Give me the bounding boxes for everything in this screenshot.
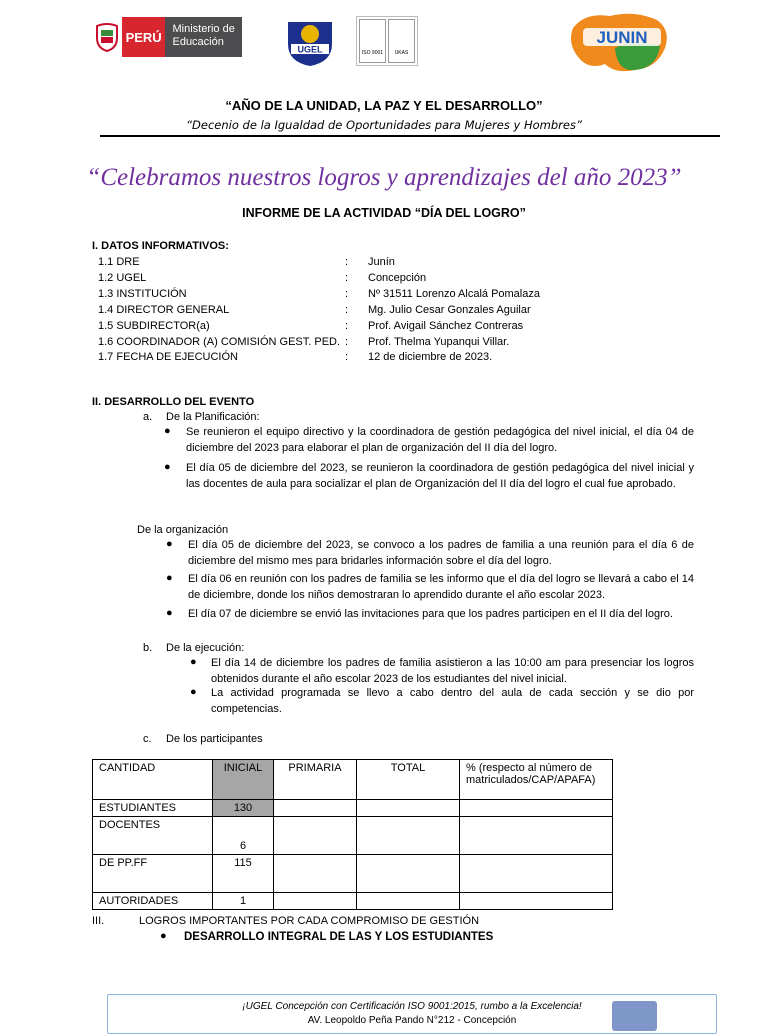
row-name-ppff: DE PP.FF xyxy=(93,855,213,893)
table-row xyxy=(93,893,613,910)
bullet-icon: ● xyxy=(164,425,171,437)
bullet-icon: ● xyxy=(160,930,167,942)
iso-certification-logo xyxy=(356,16,418,66)
subsection-b-letter: b. xyxy=(143,642,153,654)
minedu-name: Ministerio de Educación xyxy=(165,17,242,57)
organization-item-3: El día 07 de diciembre se envió las invitaciones para que los padres participen en el II día del logro. xyxy=(188,608,673,620)
bullet-icon: ● xyxy=(190,656,197,668)
info-colon: : xyxy=(345,256,349,268)
decade-motto: “Decenio de la Igualdad de Oportunidades para Mujeres y Hombres” xyxy=(186,118,582,132)
row-inicial-autoridades: 1 xyxy=(213,893,274,910)
planning-item-2: El día 05 de diciembre del 2023, se reunieron la coordinadora de gestión pedagógica del nivel inicial y las docentes de aula para socializar el plan de Organización del II día del logro el cual fue aprobado. xyxy=(186,462,694,490)
info-label-institucion: 1.3 INSTITUCIÓN xyxy=(98,288,187,300)
footer-address: AV. Leopoldo Peña Pando N°212 - Concepción xyxy=(307,1015,517,1026)
row-inicial-estudiantes: 130 xyxy=(213,800,274,817)
bullet-icon: ● xyxy=(166,607,173,619)
header-cantidad: CANTIDAD xyxy=(93,760,213,800)
info-value-subdirector: Prof. Avigail Sánchez Contreras xyxy=(368,320,524,332)
execution-item-1: El día 14 de diciembre los padres de familia asistieron a las 10:00 am para presenciar los logros obtenidos durante el año escolar 2023 de los estudiantes del nivel inicial. xyxy=(211,657,694,685)
bullet-icon: ● xyxy=(166,572,173,584)
subsection-b-title: De la ejecución: xyxy=(166,642,245,654)
header-inicial: INICIAL xyxy=(213,760,274,800)
minedu-logo xyxy=(92,17,242,57)
subsection-a-letter: a. xyxy=(143,411,153,423)
section-3-numeral: III. xyxy=(92,915,105,927)
table-cell-empty xyxy=(460,800,613,817)
header-divider xyxy=(100,135,720,137)
info-colon: : xyxy=(345,272,349,284)
table-header-row xyxy=(93,760,613,800)
organization-title: De la organización xyxy=(137,524,229,536)
table-cell-empty xyxy=(274,817,357,855)
subsection-c-title: De los participantes xyxy=(166,733,263,745)
planning-item-1: Se reunieron el equipo directivo y la coordinadora de gestión pedagógica del nivel inicial, el día 04 de diciembre del 2023 para elaborar el plan de organización del II día del logro. xyxy=(186,426,694,454)
section-3-bullet: DESARROLLO INTEGRAL DE LAS Y LOS ESTUDIANTES xyxy=(184,931,494,943)
info-value-coordinador: Prof. Thelma Yupanqui Villar. xyxy=(368,336,510,348)
info-value-institucion: Nº 31511 Lorenzo Alcalá Pomalaza xyxy=(368,288,540,300)
year-motto: “AÑO DE LA UNIDAD, LA PAZ Y EL DESARROLLO” xyxy=(225,98,543,113)
participants-table xyxy=(92,759,613,910)
info-colon: : xyxy=(345,351,349,363)
header-primaria: PRIMARIA xyxy=(274,760,357,800)
info-value-dre: Junín xyxy=(368,256,395,268)
svg-text:UGEL: UGEL xyxy=(297,44,323,55)
subsection-a-title: De la Planificación: xyxy=(166,411,260,423)
row-inicial-ppff: 115 xyxy=(213,855,274,893)
info-value-director: Mg. Julio Cesar Gonzales Aguilar xyxy=(368,304,531,316)
organization-item-1: El día 05 de diciembre del 2023, se convoco a los padres de familia a una reunión para el día 6 de diciembre del mismo mes para bridarles información sobre el día del logro. xyxy=(188,539,694,567)
footer-slogan: ¡UGEL Concepción con Certificación ISO 9001:2015, rumbo a la Excelencia! xyxy=(242,1001,582,1012)
section-3-title: LOGROS IMPORTANTES POR CADA COMPROMISO DE GESTIÓN xyxy=(139,915,480,927)
iso-9001-badge: ISO 9001 xyxy=(359,19,386,63)
slogan-heading: “Celebramos nuestros logros y aprendizajes del año 2023” xyxy=(86,164,682,191)
execution-item-2: La actividad programada se llevo a cabo dentro del aula de cada sección y se dio por competencias. xyxy=(211,687,694,715)
table-row xyxy=(93,855,613,893)
junin-regional-logo xyxy=(565,8,675,76)
info-label-director: 1.4 DIRECTOR GENERAL xyxy=(98,304,230,316)
table-cell-empty xyxy=(460,855,613,893)
minedu-country-label: PERÚ xyxy=(122,17,166,57)
row-name-estudiantes: ESTUDIANTES xyxy=(93,800,213,817)
table-cell-empty xyxy=(357,893,460,910)
info-label-subdirector: 1.5 SUBDIRECTOR(a) xyxy=(98,320,210,332)
info-label-fecha: 1.7 FECHA DE EJECUCIÓN xyxy=(98,351,238,363)
info-label-coordinador: 1.6 COORDINADOR (A) COMISIÓN GEST. PED. xyxy=(98,336,341,348)
ugel-logo xyxy=(283,14,337,68)
header-total: TOTAL xyxy=(357,760,460,800)
table-row xyxy=(93,817,613,855)
table-cell-empty xyxy=(274,893,357,910)
subsection-c-letter: c. xyxy=(143,733,152,745)
bullet-icon: ● xyxy=(190,686,197,698)
info-label-dre: 1.1 DRE xyxy=(98,256,140,268)
bullet-icon: ● xyxy=(166,538,173,550)
section-1-title: I. DATOS INFORMATIVOS: xyxy=(92,240,229,252)
row-inicial-docentes: 6 xyxy=(213,817,274,855)
info-label-ugel: 1.2 UGEL xyxy=(98,272,147,284)
info-colon: : xyxy=(345,336,349,348)
info-colon: : xyxy=(345,320,349,332)
header-porcentaje: % (respecto al número de matriculados/CAP/APAFA) xyxy=(460,760,613,800)
table-cell-empty xyxy=(274,800,357,817)
table-cell-empty xyxy=(460,893,613,910)
section-2-title: II. DESARROLLO DEL EVENTO xyxy=(92,396,255,408)
row-name-docentes: DOCENTES xyxy=(93,817,213,855)
info-value-fecha: 12 de diciembre de 2023. xyxy=(368,351,493,363)
organization-item-2: El día 06 en reunión con los padres de familia se les informo que el día del logro se llevará a cabo el 14 de diciembre, donde los niños demostraran lo aprendido durante el año escolar 2023. xyxy=(188,573,694,601)
report-title: INFORME DE LA ACTIVIDAD “DÍA DEL LOGRO” xyxy=(242,206,526,220)
row-name-autoridades: AUTORIDADES xyxy=(93,893,213,910)
table-cell-empty xyxy=(274,855,357,893)
table-row xyxy=(93,800,613,817)
table-cell-empty xyxy=(357,817,460,855)
bullet-icon: ● xyxy=(164,461,171,473)
table-cell-empty xyxy=(460,817,613,855)
footer-decoration xyxy=(612,1001,657,1031)
ukas-badge: UKAS xyxy=(388,19,415,63)
table-cell-empty xyxy=(357,800,460,817)
junin-logo-text: JUNIN xyxy=(596,28,648,47)
table-cell-empty xyxy=(357,855,460,893)
info-colon: : xyxy=(345,288,349,300)
info-value-ugel: Concepción xyxy=(368,272,427,284)
info-colon: : xyxy=(345,304,349,316)
coat-of-arms-icon xyxy=(92,17,122,57)
